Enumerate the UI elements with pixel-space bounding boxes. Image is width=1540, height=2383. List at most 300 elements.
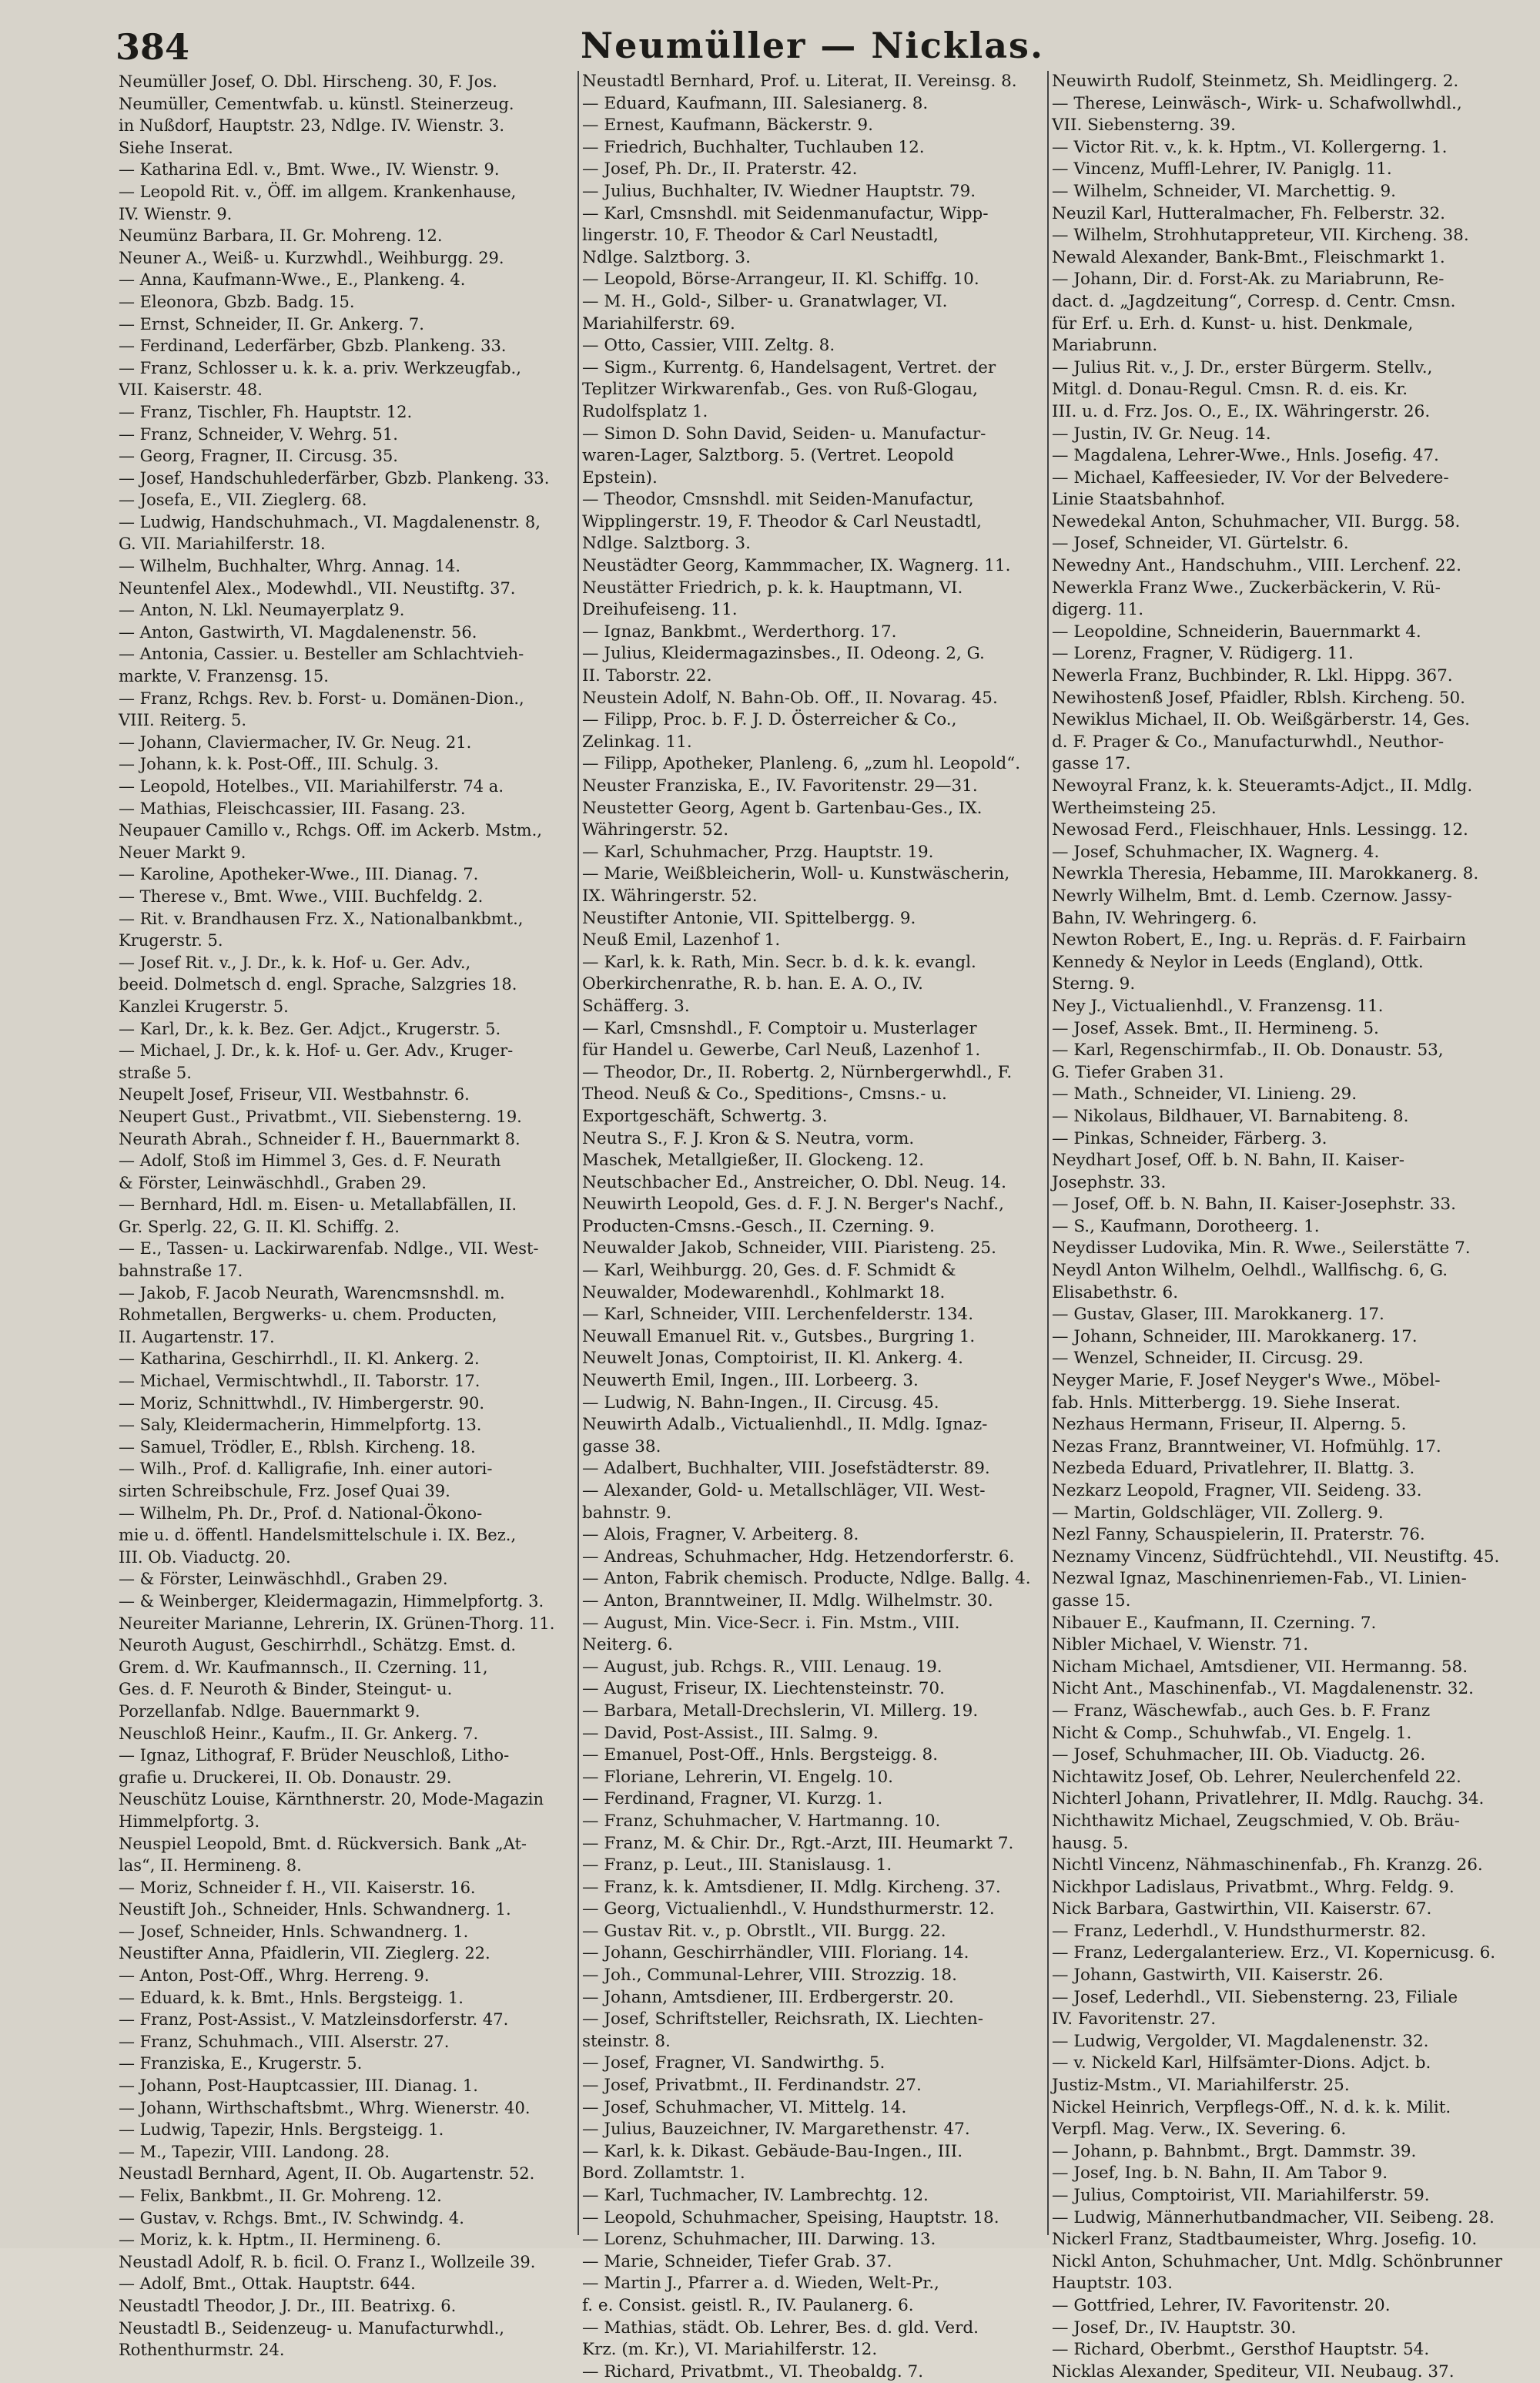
directory-entry: IX. Währingerstr. 52.	[582, 886, 758, 906]
directory-entry: — David, Post-Assist., III. Salmg. 9.	[582, 1723, 879, 1743]
directory-entry: — Bernhard, Hdl. m. Eisen- u. Metallabfällen, II.	[119, 1195, 517, 1215]
directory-entry: — Josef, Ing. b. N. Bahn, II. Am Tabor 9.	[1052, 2163, 1388, 2184]
directory-entry: Neuntenfel Alex., Modewhdl., VII. Neustiftg. 37.	[119, 578, 516, 598]
directory-entry: IV. Favoritenstr. 27.	[1052, 2009, 1217, 2029]
directory-entry: Nichthawitz Michael, Zeugschmied, V. Ob. Bräu-	[1052, 1811, 1460, 1831]
directory-entry: — Josef, Schuhmacher, III. Ob. Viaductg. 26.	[1052, 1745, 1426, 1765]
directory-entry: — Josef, Dr., IV. Hauptstr. 30.	[1052, 2318, 1297, 2338]
directory-entry: III. Ob. Viaductg. 20.	[119, 1547, 291, 1567]
directory-entry: — Josef, Lederhdl., VII. Siebensterng. 23, Filiale	[1052, 1987, 1458, 2007]
directory-entry: Nicham Michael, Amtsdiener, VII. Hermanng. 58.	[1052, 1657, 1468, 1677]
directory-entry: — Franz, Schuhmach., VIII. Alserstr. 27.	[119, 2032, 450, 2051]
directory-entry: — Barbara, Metall-Drechslerin, VI. Millerg. 19.	[582, 1701, 979, 1721]
directory-entry: — Wenzel, Schneider, II. Circusg. 29.	[1052, 1349, 1364, 1369]
directory-entry: Producten-Cmsns.-Gesch., II. Czerning. 9.	[582, 1216, 935, 1236]
directory-entry: Exportgeschäft, Schwertg. 3.	[582, 1106, 828, 1126]
directory-entry: — Josef, Schneider, VI. Gürtelstr. 6.	[1052, 534, 1349, 554]
directory-entry: — Wilhelm, Buchhalter, Whrg. Annag. 14.	[119, 557, 461, 576]
directory-entry: — & Förster, Leinwäschhdl., Graben 29.	[119, 1570, 448, 1589]
directory-entry: Neznamy Vincenz, Südfrüchtehdl., VII. Neustiftg. 45.	[1052, 1547, 1500, 1567]
directory-entry: VIII. Reiterg. 5.	[119, 711, 247, 730]
directory-entry: Nezl Fanny, Schauspielerin, II. Praterstr. 76.	[1052, 1525, 1425, 1545]
directory-entry: Neuwirth Adalb., Victualienhdl., II. Mdlg. Ignaz-	[582, 1415, 988, 1435]
directory-entry: — E., Tassen- u. Lackirwarenfab. Ndlge., VII. West-	[119, 1239, 539, 1259]
directory-entry: Neustadtl B., Seidenzeug- u. Manufacturwhdl.,	[119, 2318, 504, 2338]
directory-entry: Neydhart Josef, Off. b. N. Bahn, II. Kaiser-	[1052, 1151, 1405, 1171]
directory-entry: — Anton, Gastwirth, VI. Magdalenenstr. 56.	[119, 622, 477, 642]
directory-entry: — Josef, Fragner, VI. Sandwirthg. 5.	[582, 2053, 886, 2073]
directory-entry: — Felix, Bankbmt., II. Gr. Mohreng. 12.	[119, 2187, 442, 2205]
directory-entry: — Johann, Gastwirth, VII. Kaiserstr. 26.	[1052, 1966, 1384, 1986]
directory-entry: Nichtawitz Josef, Ob. Lehrer, Neulerchenfeld 22.	[1052, 1767, 1461, 1787]
directory-entry: Nickhpor Ladislaus, Privatbmt., Whrg. Feldg. 9.	[1052, 1877, 1455, 1897]
directory-entry: Neureiter Marianne, Lehrerin, IX. Grünen-Thorg. 11.	[119, 1614, 555, 1633]
directory-entry: Neustetter Georg, Agent b. Gartenbau-Ges., IX.	[582, 798, 983, 818]
directory-entry: Newerkla Franz Wwe., Zuckerbäckerin, V. Rü-	[1052, 578, 1441, 598]
directory-entry: Mariabrunn.	[1052, 336, 1158, 356]
directory-entry: Ndlge. Salztborg. 3.	[582, 247, 751, 267]
directory-entry: Neyger Marie, F. Josef Neyger's Wwe., Möbel-	[1052, 1371, 1441, 1391]
directory-entry: — Vincenz, Muffl-Lehrer, IV. Paniglg. 11.	[1052, 159, 1392, 179]
directory-entry: Neustätter Friedrich, p. k. k. Hauptmann, VI.	[582, 578, 963, 598]
directory-entry: — Joh., Communal-Lehrer, VIII. Strozzig. 18.	[582, 1966, 957, 1986]
directory-entry: digerg. 11.	[1052, 600, 1144, 620]
directory-entry: — Ludwig, N. Bahn-Ingen., II. Circusg. 45.	[582, 1393, 939, 1413]
directory-entry: G. Tiefer Graben 31.	[1052, 1062, 1224, 1082]
directory-entry: — Karl, k. k. Rath, Min. Secr. b. d. k. k. evangl.	[582, 952, 976, 972]
directory-entry: — Ludwig, Tapezir, Hnls. Bergsteigg. 1.	[119, 2120, 444, 2140]
directory-entry: — Leopoldine, Schneiderin, Bauernmarkt 4.	[1052, 622, 1421, 642]
directory-entry: — Anna, Kaufmann-Wwe., E., Plankeng. 4.	[119, 270, 466, 290]
directory-entry: — Ludwig, Handschuhmach., VI. Magdalenenstr. 8,	[119, 512, 541, 531]
directory-entry: Newerla Franz, Buchbinder, R. Lkl. Hippg. 367.	[1052, 666, 1453, 686]
directory-entry: — Josef Rit. v., J. Dr., k. k. Hof- u. Ger. Adv.,	[119, 953, 471, 972]
directory-entry: — Wilhelm, Ph. Dr., Prof. d. National-Ökono-	[119, 1503, 483, 1523]
directory-entry: — August, jub. Rchgs. R., VIII. Lenaug. 19.	[582, 1657, 942, 1677]
directory-entry: — Anton, N. Lkl. Neumayerplatz 9.	[119, 601, 405, 620]
directory-entry: Neuzil Karl, Hutteralmacher, Fh. Felberstr. 32.	[1052, 203, 1445, 223]
directory-entry: Nezbeda Eduard, Privatlehrer, II. Blattg. 3.	[1052, 1459, 1415, 1479]
directory-entry: — Lorenz, Fragner, V. Rüdigerg. 11.	[1052, 644, 1354, 664]
directory-entry: Verpfl. Mag. Verw., IX. Severing. 6.	[1052, 2120, 1347, 2140]
directory-entry: beeid. Dolmetsch d. engl. Sprache, Salzgries 18.	[119, 975, 517, 994]
directory-entry: Nezkarz Leopold, Fragner, VII. Seideng. 33.	[1052, 1481, 1422, 1500]
directory-entry: Nickel Heinrich, Verpflegs-Off., N. d. k. k. Milit.	[1052, 2097, 1451, 2117]
directory-entry: — Josef, Schneider, Hnls. Schwandnerg. 1.	[119, 1922, 469, 1941]
page-number: 384	[116, 26, 190, 68]
directory-entry: Neumüller Josef, O. Dbl. Hirscheng. 30, F. Jos.	[119, 72, 497, 91]
directory-entry: bahnstr. 9.	[582, 1503, 672, 1523]
directory-entry: Rohmetallen, Bergwerks- u. chem. Producten,	[119, 1305, 497, 1325]
directory-entry: — Josefa, E., VII. Zieglerg. 68.	[119, 491, 367, 510]
directory-entry: lingerstr. 10, F. Theodor & Carl Neustadtl,	[582, 226, 939, 246]
directory-entry: Newosad Ferd., Fleischhauer, Hnls. Lessingg. 12.	[1052, 820, 1468, 840]
directory-entry: Krugerstr. 5.	[119, 931, 223, 950]
directory-entry: — Michael, Kaffeesieder, IV. Vor der Belvedere-	[1052, 468, 1449, 488]
directory-entry: — Mathias, städt. Ob. Lehrer, Bes. d. gld. Verd.	[582, 2318, 979, 2338]
directory-entry: — Adolf, Bmt., Ottak. Hauptstr. 644.	[119, 2274, 416, 2294]
directory-entry: Neustadl Adolf, R. b. ficil. O. Franz I., Wollzeile 39.	[119, 2252, 536, 2271]
directory-entry: — Martin J., Pfarrer a. d. Wieden, Welt-Pr.,	[582, 2274, 939, 2294]
directory-entry: — Josef, Schuhmacher, IX. Wagnerg. 4.	[1052, 842, 1380, 862]
directory-entry: Neurath Abrah., Schneider f. H., Bauernmarkt 8.	[119, 1129, 521, 1148]
directory-entry: — Ernst, Schneider, II. Gr. Ankerg. 7.	[119, 314, 424, 333]
directory-entry: Ndlge. Salztborg. 3.	[582, 534, 751, 554]
directory-entry: Schäfferg. 3.	[582, 996, 690, 1016]
directory-entry: — Johann, Claviermacher, IV. Gr. Neug. 21.	[119, 732, 472, 752]
directory-entry: Newiklus Michael, II. Ob. Weißgärberstr. 14, Ges.	[1052, 710, 1470, 730]
directory-entry: Nezhaus Hermann, Friseur, II. Alperng. 5.	[1052, 1415, 1407, 1435]
directory-entry: — Magdalena, Lehrer-Wwe., Hnls. Josefig. 47.	[1052, 446, 1439, 466]
directory-entry: — Josef, Handschuhlederfärber, Gbzb. Plankeng. 33.	[119, 468, 550, 488]
directory-entry: las“, II. Hermineng. 8.	[119, 1856, 302, 1875]
directory-entry: — Anton, Fabrik chemisch. Producte, Ndlge. Ballg. 4.	[582, 1569, 1031, 1589]
directory-entry: Ges. d. F. Neuroth & Binder, Steingut- u.	[119, 1680, 453, 1699]
directory-entry: — Franz, Post-Assist., V. Matzleinsdorferstr. 47.	[119, 2010, 509, 2029]
directory-entry: Newald Alexander, Bank-Bmt., Fleischmarkt 1.	[1052, 247, 1445, 267]
directory-entry: — Franz, Schneider, V. Wehrg. 51.	[119, 424, 398, 444]
directory-entry: — Jakob, F. Jacob Neurath, Warencmsnshdl. m.	[119, 1283, 505, 1302]
directory-entry: Neuschütz Louise, Kärnthnerstr. 20, Mode-Magazin	[119, 1790, 544, 1809]
directory-entry: IV. Wienstr. 9.	[119, 204, 233, 223]
directory-entry: Theod. Neuß & Co., Speditions-, Cmsns.- u.	[582, 1084, 947, 1104]
directory-entry: Grem. d. Wr. Kaufmannsch., II. Czerning. 11,	[119, 1657, 488, 1677]
directory-entry: Newton Robert, E., Ing. u. Repräs. d. F. Fairbairn	[1052, 930, 1467, 950]
directory-entry: Linie Staatsbahnhof.	[1052, 490, 1226, 510]
directory-entry: Mitgl. d. Donau-Regul. Cmsn. R. d. eis. Kr.	[1052, 380, 1408, 400]
directory-entry: Neutschbacher Ed., Anstreicher, O. Dbl. Neug. 14.	[582, 1172, 1006, 1192]
directory-entry: — Samuel, Trödler, E., Rblsh. Kircheng. 18.	[119, 1437, 476, 1456]
directory-entry: Nibauer E., Kaufmann, II. Czerning. 7.	[1052, 1613, 1377, 1633]
directory-entry: — M. H., Gold-, Silber- u. Granatwlager, VI.	[582, 291, 948, 311]
directory-entry: — Math., Schneider, VI. Linieng. 29.	[1052, 1084, 1358, 1104]
directory-entry: Mariahilferstr. 69.	[582, 313, 735, 333]
directory-entry: — Otto, Cassier, VIII. Zeltg. 8.	[582, 336, 835, 356]
directory-entry: — Ferdinand, Fragner, VI. Kurzg. 1.	[582, 1789, 883, 1809]
directory-entry: — Emanuel, Post-Off., Hnls. Bergsteigg. 8.	[582, 1745, 939, 1765]
directory-entry: — Johann, Geschirrhändler, VIII. Floriang. 14.	[582, 1943, 969, 1963]
directory-entry: gasse 17.	[1052, 754, 1131, 774]
directory-entry: Neustifter Anna, Pfaidlerin, VII. Zieglerg. 22.	[119, 1944, 490, 1963]
directory-entry: — Richard, Privatbmt., VI. Theobaldg. 7.	[582, 2361, 924, 2381]
directory-entry: Hauptstr. 103.	[1052, 2274, 1173, 2294]
directory-entry: Sterng. 9.	[1052, 974, 1136, 994]
directory-entry: waren-Lager, Salztborg. 5. (Vertret. Leopold	[582, 446, 954, 466]
directory-entry: grafie u. Druckerei, II. Ob. Donaustr. 29.	[119, 1768, 452, 1787]
directory-entry: fab. Hnls. Mitterbergg. 19. Siehe Inserat.	[1052, 1393, 1401, 1413]
directory-entry: — Julius, Kleidermagazinsbes., II. Odeong. 2, G.	[582, 644, 985, 664]
directory-entry: Neuwelt Jonas, Comptoirist, II. Kl. Ankerg. 4.	[582, 1349, 963, 1369]
directory-entry: Neuroth August, Geschirrhdl., Schätzg. Emst. d.	[119, 1636, 517, 1655]
directory-entry: — Josef, Ph. Dr., II. Praterstr. 42.	[582, 159, 858, 179]
directory-entry: — Julius, Buchhalter, IV. Wiedner Hauptstr. 79.	[582, 181, 976, 201]
directory-entry: Kennedy & Neylor in Leeds (England), Ottk.	[1052, 952, 1424, 972]
directory-entry: Nickerl Franz, Stadtbaumeister, Whrg. Josefig. 10.	[1052, 2230, 1478, 2250]
directory-entry: Neuwall Emanuel Rit. v., Gutsbes., Burgring 1.	[582, 1326, 976, 1346]
directory-entry: Neustift Joh., Schneider, Hnls. Schwandnerg. 1.	[119, 1900, 511, 1919]
directory-entry: Nick Barbara, Gastwirthin, VII. Kaiserstr. 67.	[1052, 1899, 1432, 1919]
directory-entry: — Josef, Schriftsteller, Reichsrath, IX. Liechten-	[582, 2009, 984, 2029]
directory-entry: Gr. Sperlg. 22, G. II. Kl. Schiffg. 2.	[119, 1217, 400, 1236]
directory-entry: — Theodor, Cmsnshdl. mit Seiden-Manufactur,	[582, 490, 974, 510]
directory-entry: Neuner A., Weiß- u. Kurzwhdl., Weihburgg. 29.	[119, 248, 504, 267]
directory-entry: Newrly Wilhelm, Bmt. d. Lemb. Czernow. Jassy-	[1052, 886, 1452, 906]
directory-entry: — Filipp, Proc. b. F. J. D. Österreicher & Co.,	[582, 710, 957, 730]
directory-entry: — Franz, M. & Chir. Dr., Rgt.-Arzt, III. Heumarkt 7.	[582, 1833, 1014, 1853]
column-2	[578, 71, 1040, 2381]
directory-entry: — Friedrich, Buchhalter, Tuchlauben 12.	[582, 137, 925, 157]
directory-entry: — Karl, Regenschirmfab., II. Ob. Donaustr. 53,	[1052, 1041, 1444, 1061]
directory-entry: — Nikolaus, Bildhauer, VI. Barnabiteng. 8.	[1052, 1106, 1409, 1126]
directory-entry: hausg. 5.	[1052, 1833, 1129, 1853]
directory-entry: — Wilh., Prof. d. Kalligrafie, Inh. einer autori-	[119, 1460, 493, 1479]
directory-entry: — Georg, Fragner, II. Circusg. 35.	[119, 447, 398, 466]
column-3	[1047, 71, 1534, 2381]
directory-entry: — Johann, Post-Hauptcassier, III. Dianag. 1.	[119, 2076, 478, 2096]
directory-entry: Rothenthurmstr. 24.	[119, 2341, 285, 2360]
directory-entry: — Franz, Ledergalanteriew. Erz., VI. Kopernicusg. 6.	[1052, 1943, 1496, 1963]
directory-entry: — Justin, IV. Gr. Neug. 14.	[1052, 424, 1271, 444]
directory-entry: — Gustav Rit. v., p. Obrstlt., VII. Burgg. 22.	[582, 1921, 946, 1941]
directory-entry: Nibler Michael, V. Wienstr. 71.	[1052, 1635, 1309, 1655]
directory-entry: Neuschloß Heinr., Kaufm., II. Gr. Ankerg. 7.	[119, 1724, 479, 1743]
directory-entry: Neustadtl Bernhard, Prof. u. Literat, II. Vereinsg. 8.	[582, 72, 1017, 91]
directory-entry: gasse 38.	[582, 1436, 661, 1456]
directory-entry: — Ignaz, Lithograf, F. Brüder Neuschloß, Litho-	[119, 1746, 510, 1765]
directory-entry: Porzellanfab. Ndlge. Bauernmarkt 9.	[119, 1701, 420, 1721]
directory-entry: Newihostenß Josef, Pfaidler, Rblsh. Kircheng. 50.	[1052, 688, 1465, 708]
directory-entry: dact. d. „Jagdzeitung“, Corresp. d. Centr. Cmsn.	[1052, 291, 1456, 311]
directory-entry: — Julius, Bauzeichner, IV. Margarethenstr. 47.	[582, 2120, 970, 2140]
directory-entry: Wipplingerstr. 19, F. Theodor & Carl Neustadtl,	[582, 511, 982, 531]
directory-entry: — & Weinberger, Kleidermagazin, Himmelpfortg. 3.	[119, 1591, 544, 1610]
directory-entry: Neustein Adolf, N. Bahn-Ob. Off., II. Novarag. 45.	[582, 688, 998, 708]
directory-entry: — Mathias, Fleischcassier, III. Fasang. 23.	[119, 799, 466, 818]
directory-entry: — Leopold, Schuhmacher, Speising, Hauptstr. 18.	[582, 2207, 999, 2227]
directory-entry: — Filipp, Apotheker, Planleng. 6, „zum hl. Leopold“.	[582, 754, 1021, 774]
directory-entry: — Pinkas, Schneider, Färberg. 3.	[1052, 1128, 1327, 1148]
directory-entry: — Ernest, Kaufmann, Bäckerstr. 9.	[582, 116, 873, 136]
directory-entry: straße 5.	[119, 1063, 192, 1082]
directory-entry: — Karl, Schuhmacher, Przg. Hauptstr. 19.	[582, 842, 934, 862]
directory-entry: — Karl, Schneider, VIII. Lerchenfelderstr. 134.	[582, 1305, 974, 1325]
directory-entry: — Franz, p. Leut., III. Stanislausg. 1.	[582, 1855, 892, 1875]
directory-entry: Newrkla Theresia, Hebamme, III. Marokkanerg. 8.	[1052, 864, 1479, 884]
directory-entry: Bord. Zollamtstr. 1.	[582, 2163, 745, 2184]
directory-entry: in Nußdorf, Hauptstr. 23, Ndlge. IV. Wienstr. 3.	[119, 116, 505, 136]
directory-entry: — Johann, Amtsdiener, III. Erdbergerstr. 20.	[582, 1987, 954, 2007]
directory-entry: VII. Siebensterng. 39.	[1052, 116, 1236, 136]
directory-entry: — Victor Rit. v., k. k. Hptm., VI. Kollergerng. 1.	[1052, 137, 1448, 157]
directory-entry: Neustifter Antonie, VII. Spittelbergg. 9.	[582, 908, 916, 928]
directory-entry: — Eduard, Kaufmann, III. Salesianerg. 8.	[582, 93, 929, 113]
directory-entry: — Michael, J. Dr., k. k. Hof- u. Ger. Adv., Kruger-	[119, 1041, 514, 1061]
directory-entry: Oberkirchenrathe, R. b. han. E. A. O., IV.	[582, 974, 923, 994]
directory-entry: Nezas Franz, Branntweiner, VI. Hofmühlg. 17.	[1052, 1436, 1441, 1456]
directory-entry: Krz. (m. Kr.), VI. Mariahilferstr. 12.	[582, 2340, 878, 2360]
directory-entry: bahnstraße 17.	[119, 1262, 243, 1281]
directory-entry: für Handel u. Gewerbe, Carl Neuß, Lazenhof 1.	[582, 1041, 981, 1061]
directory-entry: — Marie, Weißbleicherin, Woll- u. Kunstwäscherin,	[582, 864, 1010, 884]
directory-entry: — Leopold Rit. v., Öff. im allgem. Krankenhause,	[119, 182, 517, 201]
directory-entry: — Franz, Lederhdl., V. Hundsthurmerstr. 82.	[1052, 1921, 1427, 1941]
directory-entry: — Karl, Dr., k. k. Bez. Ger. Adjct., Krugerstr. 5.	[119, 1019, 501, 1038]
directory-entry: — Alois, Fragner, V. Arbeiterg. 8.	[582, 1525, 859, 1545]
directory-entry: Ney J., Victualienhdl., V. Franzensg. 11.	[1052, 996, 1384, 1016]
directory-entry: — Franz, k. k. Amtsdiener, II. Mdlg. Kircheng. 37.	[582, 1877, 1001, 1897]
directory-entry: Währingerstr. 52.	[582, 820, 729, 840]
directory-entry: — Andreas, Schuhmacher, Hdg. Hetzendorferstr. 6.	[582, 1547, 1015, 1567]
directory-entry: Neuwerth Emil, Ingen., III. Lorbeerg. 3.	[582, 1371, 919, 1391]
directory-entry: Wertheimsteing 25.	[1052, 798, 1217, 818]
directory-entry: — Josef, Off. b. N. Bahn, II. Kaiser-Josephstr. 33.	[1052, 1195, 1456, 1215]
directory-entry: — Georg, Victualienhdl., V. Hundsthurmerstr. 12.	[582, 1899, 995, 1919]
directory-entry: — Johann, Schneider, III. Marokkanerg. 17.	[1052, 1326, 1418, 1346]
directory-entry: Josephstr. 33.	[1052, 1172, 1167, 1192]
directory-entry: Neuster Franziska, E., IV. Favoritenstr. 29—31.	[582, 776, 978, 796]
directory-entry: Neuwalder Jakob, Schneider, VIII. Piaristeng. 25.	[582, 1238, 996, 1259]
directory-columns	[116, 71, 1540, 2381]
directory-entry: — v. Nickeld Karl, Hilfsämter-Dions. Adjct. b.	[1052, 2053, 1431, 2073]
directory-entry: Neuspiel Leopold, Bmt. d. Rückversich. Bank „At-	[119, 1834, 527, 1853]
directory-entry: — Franz, Rchgs. Rev. b. Forst- u. Domänen-Dion.,	[119, 689, 524, 708]
directory-entry: Teplitzer Wirkwarenfab., Ges. von Ruß-Glogau,	[582, 380, 979, 400]
directory-entry: — M., Tapezir, VIII. Landong. 28.	[119, 2142, 390, 2161]
directory-entry: Siehe Inserat.	[119, 138, 233, 157]
directory-entry: — Leopold, Börse-Arrangeur, II. Kl. Schiffg. 10.	[582, 270, 979, 290]
directory-entry: Newedny Ant., Handschuhm., VIII. Lerchenf. 22.	[1052, 556, 1461, 576]
directory-entry: — Gustav, v. Rchgs. Bmt., IV. Schwindg. 4.	[119, 2208, 464, 2227]
directory-entry: Neupert Gust., Privatbmt., VII. Siebensterng. 19.	[119, 1107, 522, 1126]
directory-entry: Neumüller, Cementwfab. u. künstl. Steinerzeug.	[119, 94, 514, 113]
directory-entry: — Theodor, Dr., II. Robertg. 2, Nürnbergerwhdl., F.	[582, 1062, 1013, 1082]
directory-entry: Neuer Markt 9.	[119, 843, 246, 862]
directory-entry: steinstr. 8.	[582, 2031, 671, 2051]
directory-entry: — Ludwig, Vergolder, VI. Magdalenenstr. 32.	[1052, 2031, 1429, 2051]
directory-entry: — Antonia, Cassier. u. Besteller am Schlachtvieh-	[119, 645, 524, 664]
directory-entry: — S., Kaufmann, Dorotheerg. 1.	[1052, 1216, 1320, 1236]
directory-entry: Neutra S., F. J. Kron & S. Neutra, vorm.	[582, 1128, 915, 1148]
directory-entry: — Gustav, Glaser, III. Marokkanerg. 17.	[1052, 1305, 1384, 1325]
directory-entry: — Michael, Vermischtwhdl., II. Taborstr. 17.	[119, 1372, 480, 1391]
directory-entry: Nichterl Johann, Privatlehrer, II. Mdlg. Rauchg. 34.	[1052, 1789, 1485, 1809]
directory-entry: — Moriz, Schnittwhdl., IV. Himbergerstr. 90.	[119, 1393, 485, 1413]
directory-entry: — Adolf, Stoß im Himmel 3, Ges. d. F. Neurath	[119, 1151, 501, 1171]
directory-entry: — Therese v., Bmt. Wwe., VIII. Buchfeldg. 2.	[119, 887, 484, 906]
directory-entry: G. VII. Mariahilferstr. 18.	[119, 535, 326, 554]
directory-entry: Nickl Anton, Schuhmacher, Unt. Mdlg. Schönbrunner	[1052, 2251, 1503, 2271]
directory-entry: Neydisser Ludovika, Min. R. Wwe., Seilerstätte 7.	[1052, 1238, 1471, 1259]
directory-entry: — Johann, Dir. d. Forst-Ak. zu Mariabrunn, Re-	[1052, 270, 1445, 290]
directory-entry: — Karl, k. k. Dikast. Gebäude-Bau-Ingen., III.	[582, 2141, 963, 2161]
directory-entry: — Julius, Comptoirist, VII. Mariahilferstr. 59.	[1052, 2186, 1430, 2205]
directory-entry: — August, Friseur, IX. Liechtensteinstr. 70.	[582, 1679, 945, 1699]
directory-entry: — Karl, Cmsnshdl. mit Seidenmanufactur, Wipp-	[582, 203, 989, 223]
directory-entry: — Richard, Oberbmt., Gersthof Hauptstr. 54.	[1052, 2340, 1430, 2360]
directory-entry: — Johann, Wirthschaftsbmt., Whrg. Wienerstr. 40.	[119, 2098, 531, 2117]
directory-entry: — Franz, Schuhmacher, V. Hartmanng. 10.	[582, 1811, 941, 1831]
directory-entry: — Adalbert, Buchhalter, VIII. Josefstädterstr. 89.	[582, 1459, 990, 1479]
directory-entry: — Therese, Leinwäsch-, Wirk- u. Schafwollwhdl.,	[1052, 93, 1462, 113]
directory-entry: Nicht & Comp., Schuhwfab., VI. Engelg. 1.	[1052, 1723, 1412, 1743]
directory-entry: II. Augartenstr. 17.	[119, 1327, 275, 1346]
directory-entry: für Erf. u. Erh. d. Kunst- u. hist. Denkmale,	[1052, 313, 1414, 333]
directory-entry: — Johann, p. Bahnbmt., Brgt. Dammstr. 39.	[1052, 2141, 1417, 2161]
directory-entry: — Saly, Kleidermacherin, Himmelpfortg. 13.	[119, 1416, 482, 1435]
directory-entry: mie u. d. öffentl. Handelsmittelschule i. IX. Bez.,	[119, 1526, 517, 1545]
directory-entry: Neupauer Camillo v., Rchgs. Off. im Ackerb. Mstm.,	[119, 821, 542, 840]
directory-entry: — Katharina Edl. v., Bmt. Wwe., IV. Wienstr. 9.	[119, 160, 500, 179]
directory-entry: — Martin, Goldschläger, VII. Zollerg. 9.	[1052, 1503, 1384, 1523]
directory-entry: Neuwirth Leopold, Ges. d. F. J. N. Berger's Nachf.,	[582, 1195, 1004, 1215]
page-title: Neumüller — Nicklas.	[581, 25, 1044, 66]
directory-entry: — Sigm., Kurrentg. 6, Handelsagent, Vertret. der	[582, 357, 996, 377]
directory-entry: Himmelpfortg. 3.	[119, 1812, 260, 1831]
directory-entry: Neustädter Georg, Kammmacher, IX. Wagnerg. 11.	[582, 556, 1011, 576]
directory-entry: Neupelt Josef, Friseur, VII. Westbahnstr. 6.	[119, 1085, 470, 1104]
directory-entry: gasse 15.	[1052, 1590, 1131, 1610]
directory-entry: — Eleonora, Gbzb. Badg. 15.	[119, 292, 355, 311]
directory-entry: — Franz, Tischler, Fh. Hauptstr. 12.	[119, 402, 413, 421]
directory-entry: — Wilhelm, Strohhutappreteur, VII. Kircheng. 38.	[1052, 226, 1469, 246]
directory-entry: Neuß Emil, Lazenhof 1.	[582, 930, 781, 950]
page-header	[116, 22, 1509, 68]
directory-entry: — Karoline, Apotheker-Wwe., III. Dianag. 7.	[119, 865, 479, 884]
directory-entry: — Marie, Schneider, Tiefer Grab. 37.	[582, 2251, 892, 2271]
directory-entry: — Leopold, Hotelbes., VII. Mariahilferstr. 74 a.	[119, 777, 504, 796]
directory-entry: d. F. Prager & Co., Manufacturwhdl., Neuthor-	[1052, 732, 1445, 752]
directory-entry: Neumünz Barbara, II. Gr. Mohreng. 12.	[119, 226, 443, 246]
directory-entry: — Josef, Schuhmacher, VI. Mittelg. 14.	[582, 2097, 907, 2117]
directory-entry: — Karl, Weihburgg. 20, Ges. d. F. Schmidt &	[582, 1261, 956, 1281]
directory-entry: — Karl, Cmsnshdl., F. Comptoir u. Musterlager	[582, 1018, 977, 1038]
directory-entry: — Franziska, E., Krugerstr. 5.	[119, 2054, 363, 2073]
directory-entry: markte, V. Franzensg. 15.	[119, 667, 329, 686]
directory-entry: Kanzlei Krugerstr. 5.	[119, 997, 289, 1016]
directory-entry: Newedekal Anton, Schuhmacher, VII. Burgg. 58.	[1052, 511, 1461, 531]
directory-entry: Neiterg. 6.	[582, 1635, 673, 1655]
directory-entry: — Gottfried, Lehrer, IV. Favoritenstr. 20.	[1052, 2295, 1391, 2315]
directory-entry: — Josef, Privatbmt., II. Ferdinandstr. 27.	[582, 2076, 922, 2096]
directory-entry: sirten Schreibschule, Frz. Josef Quai 39.	[119, 1482, 450, 1500]
directory-entry: Neustadl Bernhard, Agent, II. Ob. Augartenstr. 52.	[119, 2164, 535, 2184]
directory-entry: — Moriz, Schneider f. H., VII. Kaiserstr. 16.	[119, 1878, 476, 1897]
directory-entry: Justiz-Mstm., VI. Mariahilferstr. 25.	[1052, 2076, 1350, 2096]
column-1	[116, 71, 568, 2360]
directory-entry: Nicht Ant., Maschinenfab., VI. Magdalenenstr. 32.	[1052, 1679, 1474, 1699]
directory-entry: — Katharina, Geschirrhdl., II. Kl. Ankerg. 2.	[119, 1349, 480, 1369]
directory-entry: III. u. d. Frz. Jos. O., E., IX. Währingerstr. 26.	[1052, 401, 1431, 421]
directory-entry: & Förster, Leinwäschhdl., Graben 29.	[119, 1173, 427, 1192]
directory-entry: Nicklas Alexander, Spediteur, VII. Neubaug. 37.	[1052, 2361, 1455, 2381]
directory-entry: — Franz, Wäschewfab., auch Ges. b. F. Franz	[1052, 1701, 1431, 1721]
directory-entry: Maschek, Metallgießer, II. Glockeng. 12.	[582, 1151, 925, 1171]
directory-entry: Zelinkag. 11.	[582, 732, 692, 752]
directory-entry: Neydl Anton Wilhelm, Oelhdl., Wallfischg. 6, G.	[1052, 1261, 1448, 1281]
directory-entry: — Julius Rit. v., J. Dr., erster Bürgerm. Stellv.,	[1052, 357, 1433, 377]
directory-entry: Nichtl Vincenz, Nähmaschinenfab., Fh. Kranzg. 26.	[1052, 1855, 1483, 1875]
directory-entry: — Ludwig, Männerhutbandmacher, VII. Seibeng. 28.	[1052, 2207, 1495, 2227]
directory-entry: — Anton, Branntweiner, II. Mdlg. Wilhelmstr. 30.	[582, 1590, 993, 1610]
directory-entry: — Rit. v. Brandhausen Frz. X., Nationalbankbmt.,	[119, 909, 524, 928]
directory-entry: Newoyral Franz, k. k. Steueramts-Adjct., II. Mdlg.	[1052, 776, 1473, 796]
directory-entry: — Wilhelm, Schneider, VI. Marchettig. 9.	[1052, 181, 1396, 201]
directory-entry: Epstein).	[582, 468, 658, 488]
directory-entry: Elisabethstr. 6.	[1052, 1282, 1179, 1302]
directory-entry: — Ferdinand, Lederfärber, Gbzb. Plankeng. 33.	[119, 337, 507, 356]
directory-entry: — Floriane, Lehrerin, VI. Engelg. 10.	[582, 1767, 894, 1787]
directory-entry: Dreihufeiseng. 11.	[582, 600, 738, 620]
